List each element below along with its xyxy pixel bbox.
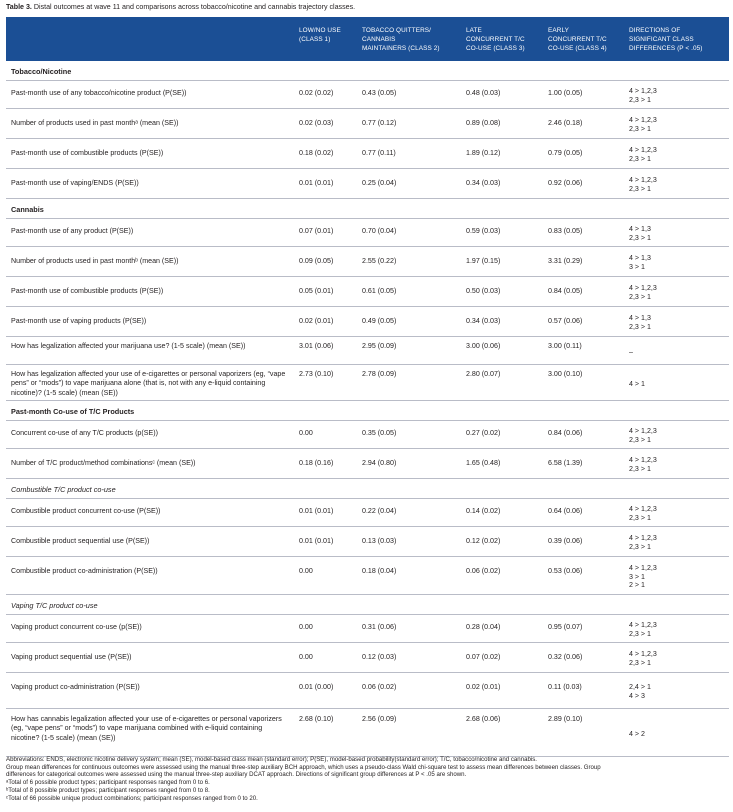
cell-class-1: 0.00 [299, 623, 313, 631]
cell-class-3: 0.27 (0.02) [466, 429, 501, 437]
footnote: differences for categorical outcomes were assessed using the manual three-step auxiliary DCAT approach. Directions of significant group differences at P < .05 are shown. [6, 771, 467, 779]
cell-class-3: 0.12 (0.02) [466, 537, 501, 545]
table-row [6, 449, 729, 479]
cell-class-3: 1.89 (0.12) [466, 149, 501, 157]
cell-class-4: 0.83 (0.05) [548, 227, 583, 235]
cell-differences: 4 > 1,3 3 > 1 [629, 254, 651, 271]
cell-class-3: 0.89 (0.08) [466, 119, 501, 127]
cell-class-2: 0.06 (0.02) [362, 683, 397, 691]
cell-class-3: 0.59 (0.03) [466, 227, 501, 235]
cell-class-3: 0.48 (0.03) [466, 89, 501, 97]
section-heading [6, 199, 729, 219]
cell-class-2: 2.56 (0.09) [362, 715, 397, 723]
cell-class-4: 2.46 (0.18) [548, 119, 583, 127]
cell-class-3: 1.97 (0.15) [466, 257, 501, 265]
cell-class-1: 0.01 (0.01) [299, 507, 334, 515]
cell-class-3: 2.80 (0.07) [466, 370, 501, 378]
row-label: How has legalization affected your marijuana use? (1-5 scale) (mean (SE)) [11, 342, 246, 350]
cell-class-4: 0.64 (0.06) [548, 507, 583, 515]
cell-class-4: 0.84 (0.06) [548, 429, 583, 437]
cell-class-2: 0.31 (0.06) [362, 623, 397, 631]
row-label: Past-month use of any product (P(SE)) [11, 227, 134, 235]
cell-differences: 4 > 1,2,3 2,3 > 1 [629, 284, 657, 301]
cell-class-4: 3.00 (0.11) [548, 342, 582, 350]
cell-class-3: 0.07 (0.02) [466, 653, 501, 661]
cell-class-1: 0.05 (0.01) [299, 287, 334, 295]
cell-class-1: 0.18 (0.16) [299, 459, 334, 467]
row-label: Past-month use of any tobacco/nicotine product (P(SE)) [11, 89, 187, 97]
cell-class-4: 6.58 (1.39) [548, 459, 583, 467]
cell-class-3: 0.06 (0.02) [466, 567, 501, 575]
footnote: ᵇTotal of 8 possible product types; participant responses ranged from 0 to 8. [6, 786, 210, 794]
cell-class-4: 0.32 (0.06) [548, 653, 583, 661]
table-row [6, 169, 729, 199]
cell-class-4: 0.92 (0.06) [548, 179, 583, 187]
cell-class-2: 0.18 (0.04) [362, 567, 397, 575]
cell-class-3: 0.34 (0.03) [466, 179, 501, 187]
row-label: Combustible product co-administration (P(SE)) [11, 567, 158, 575]
cell-differences: 4 > 1,2,3 2,3 > 1 [629, 534, 657, 551]
cell-differences: 4 > 1 [629, 380, 645, 388]
footnote: ᵃTotal of 6 possible product types; participant responses ranged from 0 to 6. [6, 779, 210, 787]
cell-class-2: 0.43 (0.05) [362, 89, 397, 97]
cell-class-4: 0.11 (0.03) [548, 683, 582, 691]
cell-differences: 4 > 2 [629, 730, 645, 738]
cell-class-1: 0.18 (0.02) [299, 149, 334, 157]
cell-differences: 4 > 1,3 2,3 > 1 [629, 314, 651, 331]
row-label: Past-month use of combustible products (P(SE)) [11, 149, 164, 157]
cell-class-1: 0.01 (0.01) [299, 179, 334, 187]
cell-class-4: 0.84 (0.05) [548, 287, 583, 295]
table-row [6, 673, 729, 709]
footnote: Abbreviations: ENDS, electronic nicotine delivery system; mean (SE), model-based class mean (standard error); P(SE), model-based probability(standard error); T/C, tobacco/nicotine and cannabis. [6, 756, 537, 763]
cell-class-1: 0.02 (0.03) [299, 119, 334, 127]
caption-label: Table 3. [6, 3, 32, 11]
cell-class-4: 0.39 (0.06) [548, 537, 583, 545]
cell-class-4: 0.57 (0.06) [548, 317, 583, 325]
row-label: Past-month use of combustible products (P(SE)) [11, 287, 164, 295]
section-heading [6, 401, 729, 421]
cell-class-3: 0.02 (0.01) [466, 683, 501, 691]
table-row [6, 307, 729, 337]
header-class-4: EARLY CONCURRENT T/C CO-USE (CLASS 4) [548, 27, 607, 52]
row-label: Combustible product sequential use (P(SE)) [11, 537, 150, 545]
table-body [6, 61, 729, 757]
row-label: Past-month use of vaping/ENDS (P(SE)) [11, 179, 139, 187]
cell-class-1: 0.00 [299, 429, 313, 437]
row-label: Vaping product sequential use (P(SE)) [11, 653, 132, 661]
cell-differences: 4 > 1,2,3 2,3 > 1 [629, 176, 657, 193]
cell-differences: 2,4 > 1 4 > 3 [629, 683, 651, 700]
cell-class-1: 3.01 (0.06) [299, 342, 334, 350]
cell-class-3: 2.68 (0.06) [466, 715, 501, 723]
section-label: Tobacco/Nicotine [11, 67, 72, 76]
cell-differences: 4 > 1,2,3 2,3 > 1 [629, 456, 657, 473]
cell-class-2: 0.77 (0.11) [362, 149, 396, 157]
cell-differences: 4 > 1,2,3 2,3 > 1 [629, 650, 657, 667]
cell-differences: 4 > 1,2,3 2,3 > 1 [629, 116, 657, 133]
row-label: How has legalization affected your use of e-cigarettes or personal vaporizers (eg, “vape pens” or “mods”) to vape marijuana alone (that is, not with any e-liquid containing nicotine)? (1-5 scale) (mean (SE)) [11, 370, 286, 397]
cell-class-3: 0.28 (0.04) [466, 623, 501, 631]
cell-class-1: 2.73 (0.10) [299, 370, 334, 378]
cell-differences: 4 > 1,2,3 3 > 1 2 > 1 [629, 564, 657, 590]
row-label: Vaping product co-administration (P(SE)) [11, 683, 140, 691]
cell-differences: 4 > 1,2,3 2,3 > 1 [629, 427, 657, 444]
cell-class-4: 3.00 (0.10) [548, 370, 583, 378]
footnote: ᶜTotal of 66 possible unique product combinations; participant responses ranged from 0 to 20. [6, 794, 258, 802]
cell-class-4: 1.00 (0.05) [548, 89, 583, 97]
row-label: Concurrent co-use of any T/C products (p(SE)) [11, 429, 158, 437]
table-row [6, 139, 729, 169]
table-row [6, 337, 729, 365]
table-row [6, 709, 729, 757]
row-label: Number of T/C product/method combinationsᶜ (mean (SE)) [11, 459, 196, 467]
table-row [6, 527, 729, 557]
row-label: Number of products used in past monthᵇ (mean (SE)) [11, 257, 179, 265]
table-row [6, 109, 729, 139]
footnote: Group mean differences for continuous outcomes were assessed using the manual three-step auxiliary BCH approach, which uses a pseudo-class Wald chi-square test to assess mean differences between classes. Group [6, 763, 601, 771]
cell-class-1: 0.01 (0.01) [299, 537, 334, 545]
cell-class-3: 3.00 (0.06) [466, 342, 501, 350]
cell-class-2: 0.22 (0.04) [362, 507, 397, 515]
cell-class-2: 2.78 (0.09) [362, 370, 397, 378]
cell-class-2: 0.77 (0.12) [362, 119, 397, 127]
cell-class-1: 0.00 [299, 653, 313, 661]
header-class-2: TOBACCO QUITTERS/ CANNABIS MAINTAINERS (CLASS 2) [362, 27, 440, 52]
table-row [6, 81, 729, 109]
cell-class-2: 2.55 (0.22) [362, 257, 397, 265]
cell-class-3: 1.65 (0.48) [466, 459, 501, 467]
table-row [6, 615, 729, 643]
cell-class-2: 0.12 (0.03) [362, 653, 397, 661]
row-label: Vaping product concurrent co-use (p(SE)) [11, 623, 142, 631]
cell-class-2: 2.95 (0.09) [362, 342, 397, 350]
table-row [6, 277, 729, 307]
table-caption [6, 3, 355, 12]
cell-class-1: 0.01 (0.00) [299, 683, 334, 691]
table-footnotes [6, 756, 728, 802]
cell-class-3: 0.14 (0.02) [466, 507, 501, 515]
cell-class-1: 0.02 (0.02) [299, 89, 334, 97]
cell-class-1: 0.02 (0.01) [299, 317, 334, 325]
table-row [6, 643, 729, 673]
header-class-3: LATE CONCURRENT T/C CO-USE (CLASS 3) [466, 27, 525, 52]
cell-class-4: 3.31 (0.29) [548, 257, 583, 265]
cell-class-1: 0.09 (0.05) [299, 257, 334, 265]
section-label: Past-month Co-use of T/C Products [11, 407, 135, 416]
cell-class-1: 0.07 (0.01) [299, 227, 334, 235]
cell-differences: 4 > 1,3 2,3 > 1 [629, 225, 651, 242]
section-heading [6, 479, 729, 499]
cell-class-2: 0.49 (0.05) [362, 317, 397, 325]
table-row [6, 557, 729, 595]
cell-class-3: 0.50 (0.03) [466, 287, 501, 295]
cell-differences: 4 > 1,2,3 2,3 > 1 [629, 87, 657, 104]
row-label: Combustible product concurrent co-use (P(SE)) [11, 507, 161, 515]
header-class-1: LOW/NO USE (CLASS 1) [299, 27, 341, 43]
cell-class-3: 0.34 (0.03) [466, 317, 501, 325]
cell-differences: 4 > 1,2,3 2,3 > 1 [629, 505, 657, 522]
header-differences: DIRECTIONS OF SIGNIFICANT CLASS DIFFERENCES (P < .05) [629, 27, 703, 52]
table-header [6, 17, 729, 61]
cell-class-4: 0.79 (0.05) [548, 149, 583, 157]
cell-differences: – [629, 348, 633, 356]
table-row [6, 421, 729, 449]
cell-class-2: 0.25 (0.04) [362, 179, 397, 187]
cell-differences: 4 > 1,2,3 2,3 > 1 [629, 146, 657, 163]
table-row [6, 365, 729, 401]
cell-class-4: 0.95 (0.07) [548, 623, 583, 631]
caption-text: Distal outcomes at wave 11 and comparisons across tobacco/nicotine and cannabis trajectory classes. [33, 3, 356, 11]
cell-differences: 4 > 1,2,3 2,3 > 1 [629, 621, 657, 638]
cell-class-2: 2.94 (0.80) [362, 459, 397, 467]
row-label: Past-month use of vaping products (P(SE)) [11, 317, 147, 325]
cell-class-4: 2.89 (0.10) [548, 715, 583, 723]
row-label: How has cannabis legalization affected your use of e-cigarettes or personal vaporizers (eg, “vape pens” or “mods”) to vape marijuana combined with e-liquid containing nicotine? (1-5 scale) (mean (SE)) [11, 715, 282, 742]
row-label: Number of products used in past monthᵃ (mean (SE)) [11, 119, 179, 127]
cell-class-2: 0.61 (0.05) [362, 287, 397, 295]
table-row [6, 499, 729, 527]
cell-class-2: 0.35 (0.05) [362, 429, 397, 437]
section-heading [6, 61, 729, 81]
table-row [6, 219, 729, 247]
section-heading [6, 595, 729, 615]
cell-class-2: 0.70 (0.04) [362, 227, 397, 235]
cell-class-2: 0.13 (0.03) [362, 537, 397, 545]
section-label: Vaping T/C product co-use [11, 601, 98, 610]
cell-class-1: 2.68 (0.10) [299, 715, 334, 723]
table-row [6, 247, 729, 277]
section-label: Combustible T/C product co-use [11, 485, 116, 494]
section-label: Cannabis [11, 205, 44, 214]
cell-class-4: 0.53 (0.06) [548, 567, 583, 575]
cell-class-1: 0.00 [299, 567, 313, 575]
